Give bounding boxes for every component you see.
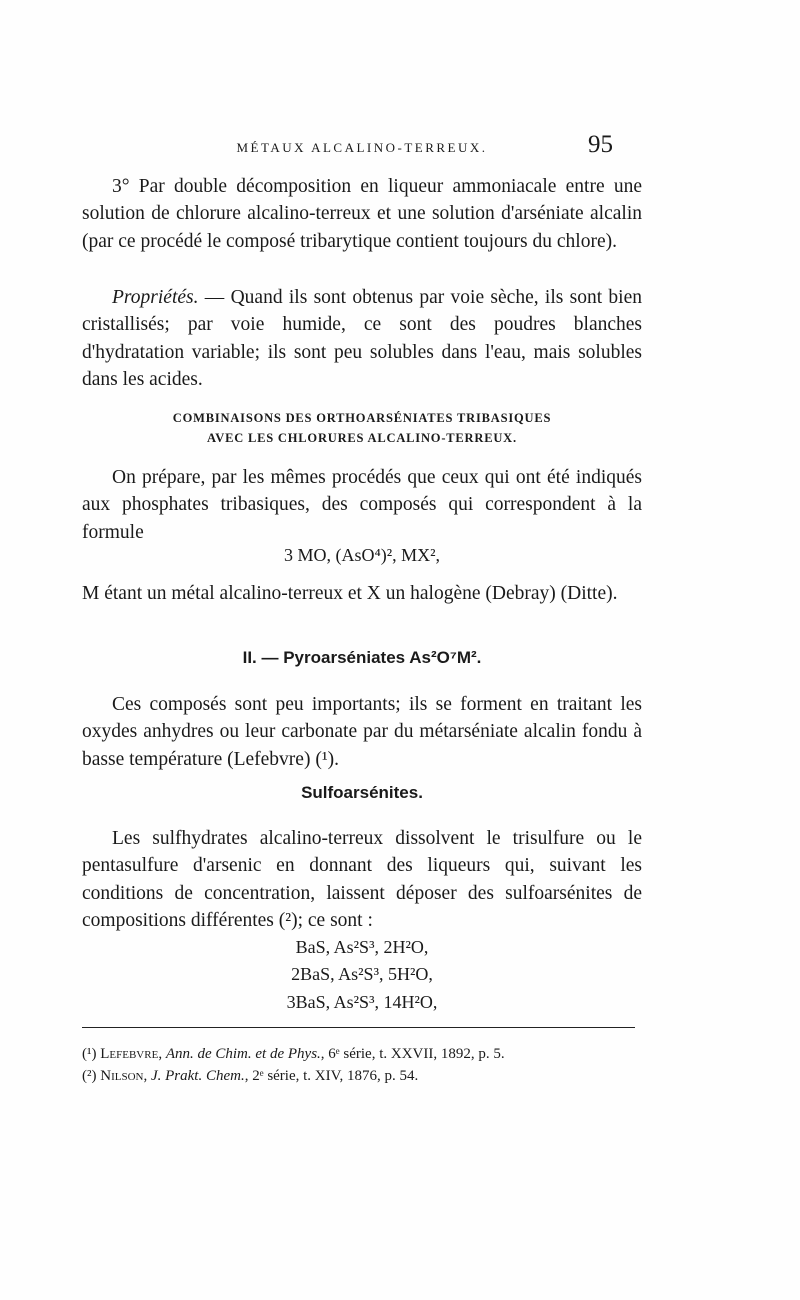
footnote-2-sep: , bbox=[143, 1068, 151, 1084]
combinaisons-heading-line1: COMBINAISONS DES ORTHOARSÉNIATES TRIBASIQUES bbox=[172, 411, 552, 425]
footnote-divider bbox=[82, 1027, 635, 1028]
properties-text: — Quand ils sont obtenus par voie sèche, ils sont bien cristallisés; par voie humide, ce sont des poudres blanches d'hydratation variable; ils sont peu solubles dans l'eau, mais solubles dans les acides. bbox=[82, 287, 642, 390]
paragraph-pyroarseniates: Ces composés sont peu importants; ils se forment en traitant les oxydes anhydres ou leur carbonate par du métarséniate alcalin fondu à basse température (Lefebvre) (¹). bbox=[82, 694, 642, 770]
footnote-2 bbox=[82, 1068, 662, 1085]
page-number: 95 bbox=[588, 131, 613, 158]
paragraph-properties bbox=[82, 284, 642, 393]
pyroarseniates-heading: II. — Pyroarséniates As²O⁷M². bbox=[242, 648, 482, 667]
footnote-1 bbox=[82, 1046, 662, 1063]
footnote-2-author: Nilson bbox=[100, 1068, 144, 1084]
running-head: MÉTAUX ALCALINO-TERREUX. bbox=[236, 140, 488, 155]
footnote-2-mark: (²) bbox=[82, 1068, 101, 1084]
footnote-1-author: Lefebvre bbox=[100, 1046, 159, 1062]
paragraph-preparation: On prépare, par les mêmes procédés que ceux qui ont été indiqués aux phosphates tribasiques, des composés qui correspondent à la formule bbox=[82, 467, 642, 543]
footnote-2-journal: J. Prakt. Chem. bbox=[150, 1068, 245, 1084]
footnote-1-sep: , bbox=[158, 1046, 166, 1062]
footnote-1-details: , 6ᵉ série, t. XXVII, 1892, p. 5. bbox=[320, 1046, 505, 1062]
footnote-2-details: , 2ᵉ série, t. XIV, 1876, p. 54. bbox=[244, 1068, 419, 1084]
formula-general: 3 MO, (AsO⁴)², MX², bbox=[283, 545, 441, 565]
footnote-1-mark: (¹) bbox=[82, 1046, 101, 1062]
sulfoarsenites-heading: Sulfoarsénites. bbox=[301, 783, 423, 802]
paragraph-definition: M étant un métal alcalino-terreux et X un halogène (Debray) (Ditte). bbox=[82, 583, 618, 604]
paragraph-method-3: 3° Par double décomposition en liqueur ammoniacale entre une solution de chlorure alcalino-terreux et une solution d'arséniate alcalin (par ce procédé le composé tribarytique contient toujours du chlore). bbox=[82, 176, 642, 252]
combinaisons-heading-line2: AVEC LES CHLORURES ALCALINO-TERREUX. bbox=[207, 431, 517, 445]
formula-sulfo-1: BaS, As²S³, 2H²O, bbox=[295, 937, 429, 957]
formula-sulfo-2: 2BaS, As²S³, 5H²O, bbox=[291, 964, 433, 984]
paragraph-sulfoarsenites: Les sulfhydrates alcalino-terreux dissolvent le trisulfure ou le pentasulfure d'arsenic en donnant des liqueurs qui, suivant les conditions de concentration, laissent déposer des sulfoarsénites de compositions différentes (²); ce sont : bbox=[82, 828, 642, 931]
footnote-1-journal: Ann. de Chim. et de Phys. bbox=[165, 1046, 321, 1062]
properties-label: Propriétés. bbox=[112, 287, 199, 308]
formula-sulfo-3: 3BaS, As²S³, 14H²O, bbox=[286, 992, 438, 1012]
